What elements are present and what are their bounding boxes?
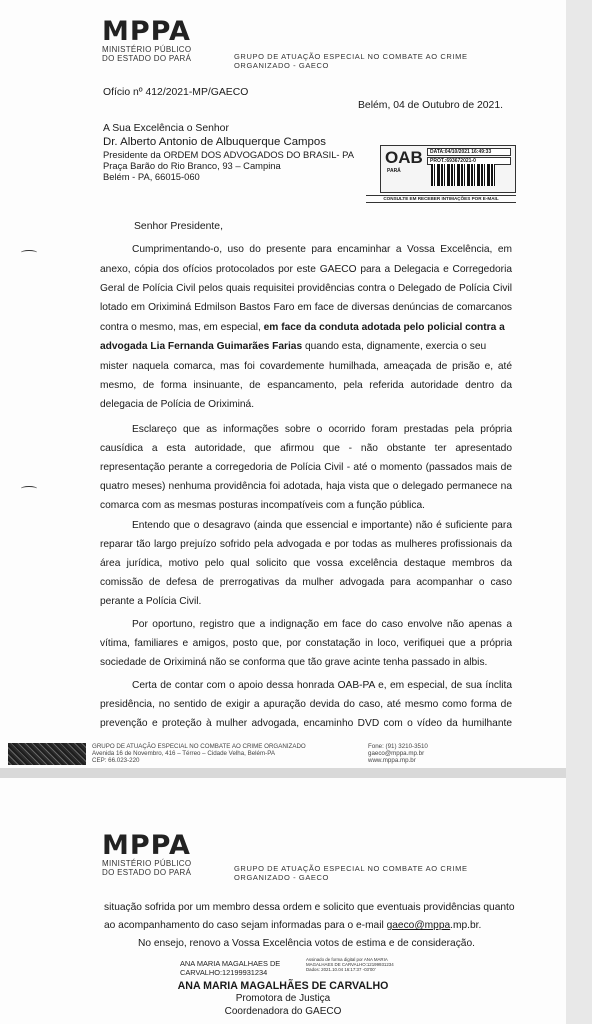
recipient-role: Presidente da ORDEM DOS ADVOGADOS DO BRASIL- PA (103, 149, 354, 160)
recipient-salutation: A Sua Excelência o Senhor (103, 123, 229, 134)
mppa-logo (102, 18, 191, 63)
body-line: vítima, familiares e amigos, posto que, por constatação in loco, verifiquei que a própria (100, 638, 512, 649)
footer-address: Avenida 16 de Novembro, 416 – Térreo – Cidade Velha, Belém-PA (92, 750, 275, 757)
body-line: Esclareço que as informações sobre o ocorrido foram prestadas pela própria (132, 424, 512, 435)
signer-name: ANA MARIA MAGALHÃES DE CARVALHO (177, 980, 389, 992)
body-text-bold: advogada Lia Fernanda Guimarães Farias (100, 341, 303, 352)
sig-right-line3: Dados: 2021.10.04 16:17:37 -03'00' (306, 967, 376, 972)
footer-email: gaeco@mppa.mp.br (368, 750, 425, 757)
digital-signature-info (306, 957, 394, 972)
signature-name-left (180, 959, 280, 977)
body-text: .mp.br. (450, 920, 482, 931)
sig-left-line1: ANA MARIA MAGALHAES DE (180, 959, 281, 968)
body-line (100, 341, 512, 352)
group-line2: ORGANIZADO - GAECO (234, 61, 329, 70)
body-line: sociedade de Oriximiná não se conforma que tão grave acinte tenha passado in albis. (100, 657, 488, 668)
sig-right-line2: MAGALHAES DE CARVALHO:12199931234 (306, 962, 394, 967)
oab-logo: OAB (385, 148, 423, 167)
sig-right-line1: Assinado de forma digital por ANA MARIA (306, 957, 388, 962)
recipient-address1: Praça Barão do Rio Branco, 93 – Campina (103, 160, 281, 171)
body-line: representação perante a corregedoria de Polícia Civil - até o momento (passados mais de (100, 462, 512, 473)
office-reference: Ofício nº 412/2021-MP/GAECO (103, 87, 249, 98)
oab-subtitle: PARÁ (387, 168, 401, 174)
body-line: situação sofrida por um membro dessa ordem e solicito que eventuais providências quanto (104, 902, 515, 913)
signer-title1: Promotora de Justiça (235, 993, 331, 1004)
stamp-footer: CONSULTE EM RECEBER INTIMAÇÕES POR E-MAIL (366, 195, 516, 203)
body-line: lotado em Oriximiná Edmilson Bastos Faro em face de diversas denúncias de comarcanos (100, 302, 512, 313)
footer-phone: Fone: (91) 3210-3510 (368, 743, 428, 750)
email-link[interactable]: gaeco@mppa (386, 920, 451, 931)
footer-emblem (8, 743, 86, 765)
page-edge (566, 0, 592, 1024)
oab-protocol-stamp (380, 145, 516, 193)
body-line (104, 920, 516, 931)
group-header (234, 864, 468, 882)
body-text: ao acompanhamento do caso sejam informadas para o e-mail (104, 920, 387, 931)
body-line (100, 322, 512, 333)
body-text: contra o mesmo, mas, em especial, (100, 322, 264, 333)
logo-mark: MPPA (102, 16, 191, 47)
body-text: quando esta, dignamente, exercia o seu (302, 341, 487, 352)
body-line: Certa de contar com o apoio dessa honrada OAB-PA e, em especial, de sua ínclita (132, 680, 512, 691)
body-line: Entendo que o desagravo (ainda que essencial e importante) não é suficiente para (132, 520, 512, 531)
body-line: comissão de defesa de prerrogativas da mulher advogada para acompanhar o caso (100, 577, 512, 588)
body-line: anexo, cópia dos ofícios protocolados por este GAECO para a Delegacia e Corregedoria (100, 264, 512, 275)
closing-line: No ensejo, renovo a Vossa Excelência votos de estima e de consideração. (138, 938, 475, 949)
stamp-protocol: PROT.:693672021-0 (427, 157, 511, 165)
group-line1: GRUPO DE ATUAÇÃO ESPECIAL NO COMBATE AO CRIME (234, 864, 468, 873)
group-line1: GRUPO DE ATUAÇÃO ESPECIAL NO COMBATE AO CRIME (234, 52, 468, 61)
body-line: área jurídica, motivo pelo qual solicito que vossa excelência destaque membros da (100, 558, 512, 569)
body-line: mister naquela comarca, mas foi covardemente humilhada, ameaçada de prisão e, até (100, 361, 512, 372)
body-line: Cumprimentando-o, uso do presente para encaminhar a Vossa Excelência, em (132, 244, 512, 255)
body-line: perante a Polícia Civil. (100, 596, 202, 607)
body-line: comarca com as mesmas posturas incompatíveis com a função pública. (100, 500, 426, 511)
footer-site: www.mppa.mp.br (368, 757, 416, 764)
recipient-name: Dr. Alberto Antonio de Albuquerque Campos (103, 136, 326, 148)
body-line: causídica a esta autoridade, que afirmou que - não obstante ter apresentado (100, 443, 512, 454)
body-line: Geral de Polícia Civil pelos quais requisitei providências contra o Delegado de Polícia Civil (100, 283, 512, 294)
body-text-bold: em face da conduta adotada pelo policial contra a (263, 322, 505, 333)
stamp-date: DATA:04/10/2021 16:49:33 (427, 148, 511, 156)
body-line: mesmo, de forma insinuante, de espancamento, pela referida autoridade dentro da (100, 380, 512, 391)
body-line: presidência, no sentido de exigir a apuração devida do caso, até mesmo como forma de (100, 699, 512, 710)
org-name-line1: MINISTÉRIO PÚBLICO (102, 45, 192, 54)
signer-title2: Coordenadora do GAECO (224, 1006, 342, 1017)
body-line: Por oportuno, registro que a indignação em face do caso envolve não apenas a (132, 619, 512, 630)
group-header (234, 52, 468, 70)
footer-title: GRUPO DE ATUAÇÃO ESPECIAL NO COMBATE AO CRIME ORGANIZADO (92, 743, 306, 750)
org-name-line2: DO ESTADO DO PARÁ (102, 868, 192, 877)
document-date: Belém, 04 de Outubro de 2021. (358, 100, 503, 111)
sig-left-line2: CARVALHO:12199931234 (180, 968, 268, 977)
body-line: prevenção e proteção à mulher advogada, encaminho DVD com o vídeo da humilhante (100, 718, 512, 729)
group-line2: ORGANIZADO - GAECO (234, 873, 329, 882)
recipient-address2: Belém - PA, 66015-060 (103, 171, 200, 182)
barcode (431, 164, 495, 186)
margin-mark (21, 486, 37, 491)
body-line: delegacia de Polícia de Oriximiná. (100, 399, 255, 410)
body-line: quatro meses) nenhuma providência foi adotada, haja vista que o delegado permanece na (100, 481, 512, 492)
org-name-line1: MINISTÉRIO PÚBLICO (102, 859, 192, 868)
logo-mark: MPPA (102, 830, 191, 861)
footer-cep: CEP: 66.023-220 (92, 757, 140, 764)
body-line: reparar tão largo prejuízo sofrido pela advogada e por todas as mulheres profissionais da (100, 539, 512, 550)
salutation: Senhor Presidente, (134, 221, 223, 232)
org-name-line2: DO ESTADO DO PARÁ (102, 54, 192, 63)
mppa-logo (102, 832, 191, 877)
margin-mark (21, 250, 37, 255)
